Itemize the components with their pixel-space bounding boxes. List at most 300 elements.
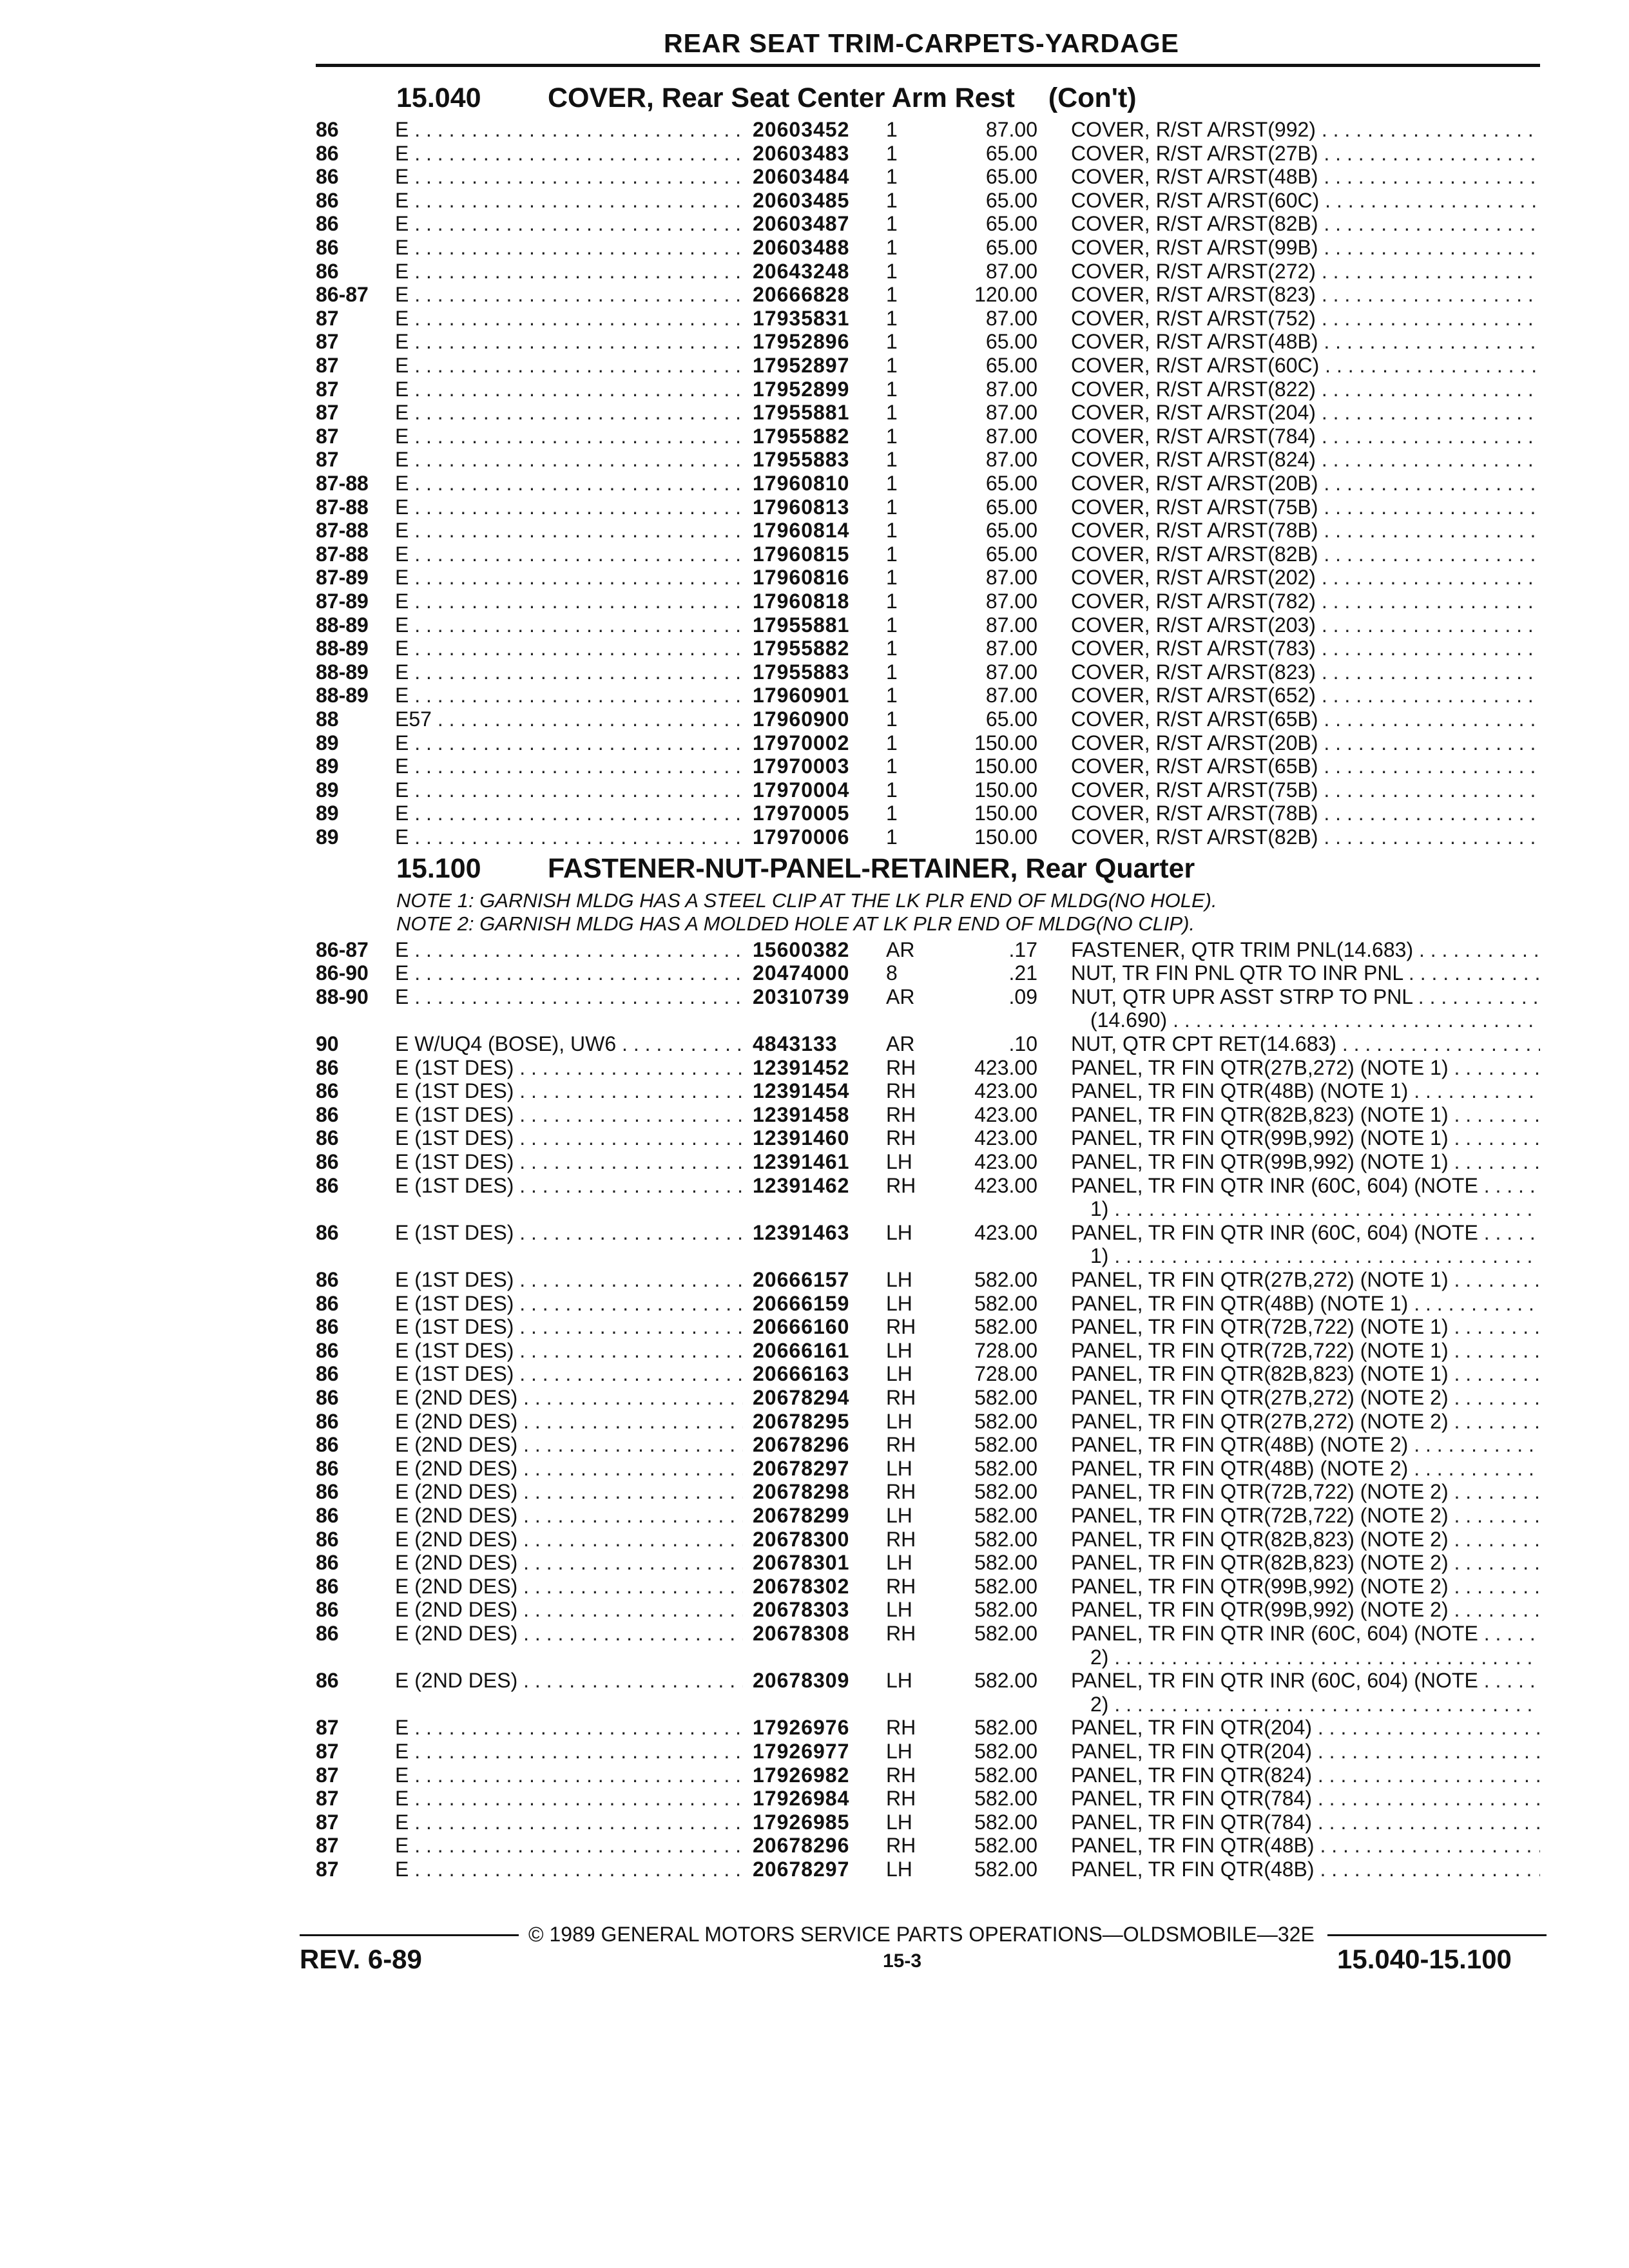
row-price: 423.00: [974, 1173, 1037, 1197]
table-row: [0, 613, 1629, 637]
row-description: COVER, R/ST A/RST(20B) . . .: [1071, 731, 1540, 755]
row-description: COVER, R/ST A/RST(824) . . .: [1071, 448, 1540, 472]
row-part-number: 17926977: [753, 1740, 850, 1763]
table-row: [0, 1811, 1629, 1834]
row-code: E . . .: [395, 283, 743, 307]
row-code: E (1ST DES) . . .: [395, 1174, 743, 1198]
table-row-continuation: [0, 1646, 1629, 1669]
row-part-number: 17960818: [753, 590, 850, 613]
row-year: 86: [316, 141, 339, 165]
row-year: 86: [316, 1527, 339, 1551]
row-code: E . . .: [395, 938, 743, 962]
row-part-number: 20678297: [753, 1456, 850, 1480]
row-year: 89: [316, 825, 339, 849]
row-price: 120.00: [974, 283, 1037, 307]
row-quantity: LH: [886, 1669, 912, 1693]
row-description: COVER, R/ST A/RST(78B) . . .: [1071, 519, 1540, 543]
row-price: 728.00: [974, 1338, 1037, 1362]
row-part-number: 20678294: [753, 1386, 850, 1409]
row-quantity: LH: [886, 1291, 912, 1315]
row-price: 423.00: [974, 1055, 1037, 1079]
row-price: 65.00: [985, 188, 1037, 212]
row-part-number: 20678308: [753, 1622, 850, 1645]
row-year: 87: [316, 377, 339, 401]
row-quantity: RH: [886, 1126, 916, 1150]
row-part-number: 17970006: [753, 825, 850, 849]
row-code: E . . .: [395, 354, 743, 378]
row-price: 582.00: [974, 1763, 1037, 1787]
section-title-15040: [396, 82, 1137, 114]
row-description: PANEL, TR FIN QTR(824) . . .: [1071, 1763, 1540, 1787]
row-part-number: 20678299: [753, 1504, 850, 1527]
row-part-number: 20603488: [753, 236, 850, 259]
row-description: PANEL, TR FIN QTR(82B,823) (NOTE 2) . . .: [1071, 1551, 1540, 1575]
row-year: 88: [316, 707, 339, 731]
row-code: E (1ST DES) . . .: [395, 1315, 743, 1339]
row-quantity: 1: [886, 542, 898, 566]
row-description: COVER, R/ST A/RST(75B) . . .: [1071, 495, 1540, 519]
table-row: [0, 1339, 1629, 1363]
row-year: 87: [316, 424, 339, 448]
row-code: E (2ND DES) . . .: [395, 1504, 743, 1528]
row-description: COVER, R/ST A/RST(652) . . .: [1071, 684, 1540, 707]
row-part-number: 17960900: [753, 707, 850, 731]
row-description-continued: 2) . . .: [1090, 1646, 1540, 1669]
row-quantity: RH: [886, 1079, 916, 1103]
row-part-number: 17960815: [753, 542, 850, 566]
table-row: [0, 985, 1629, 1009]
row-description: PANEL, TR FIN QTR(82B,823) (NOTE 2) . . .: [1071, 1528, 1540, 1552]
row-year: 87: [316, 1787, 339, 1811]
row-part-number: 17955881: [753, 401, 850, 425]
row-code: E . . .: [395, 401, 743, 425]
row-description: PANEL, TR FIN QTR(48B) . . .: [1071, 1858, 1540, 1881]
row-year: 87: [316, 1810, 339, 1834]
row-year: 86: [316, 1598, 339, 1622]
table-row: [0, 707, 1629, 731]
table-row: [0, 938, 1629, 962]
row-quantity: 1: [886, 707, 898, 731]
row-description: COVER, R/ST A/RST(203) . . .: [1071, 613, 1540, 637]
row-description: PANEL, TR FIN QTR(72B,722) (NOTE 1) . . .: [1071, 1315, 1540, 1339]
row-quantity: 1: [886, 684, 898, 707]
table-row: [0, 448, 1629, 472]
row-code: E (2ND DES) . . .: [395, 1669, 743, 1693]
row-quantity: LH: [886, 1338, 912, 1362]
row-year: 87-88: [316, 542, 369, 566]
table-row: [0, 731, 1629, 755]
row-code: E . . .: [395, 543, 743, 566]
row-price: 728.00: [974, 1362, 1037, 1386]
table-row: [0, 1032, 1629, 1056]
row-description: COVER, R/ST A/RST(82B) . . .: [1071, 212, 1540, 236]
row-quantity: RH: [886, 1315, 916, 1339]
footer-revision: REV. 6-89: [300, 1944, 422, 1974]
table-row: [0, 189, 1629, 213]
row-year: 86: [316, 212, 339, 236]
table-row: [0, 212, 1629, 236]
row-description: COVER, R/ST A/RST(65B) . . .: [1071, 707, 1540, 731]
row-code: E (2ND DES) . . .: [395, 1457, 743, 1481]
row-year: 88-89: [316, 684, 369, 707]
row-code: E (2ND DES) . . .: [395, 1386, 743, 1410]
row-part-number: 12391463: [753, 1220, 850, 1244]
row-quantity: RH: [886, 1102, 916, 1126]
row-year: 89: [316, 731, 339, 754]
row-description: PANEL, TR FIN QTR INR (60C, 604) (NOTE . . .: [1071, 1669, 1540, 1693]
row-quantity: 1: [886, 141, 898, 165]
row-code: E . . .: [395, 1811, 743, 1834]
row-price: 150.00: [974, 825, 1037, 849]
row-code: E (2ND DES) . . .: [395, 1551, 743, 1575]
row-description: COVER, R/ST A/RST(99B) . . .: [1071, 236, 1540, 260]
row-description: PANEL, TR FIN QTR(99B,992) (NOTE 1) . . .: [1071, 1126, 1540, 1150]
row-part-number: 17960901: [753, 684, 850, 707]
row-part-number: 20603483: [753, 141, 850, 165]
row-price: 65.00: [985, 542, 1037, 566]
row-part-number: 20666160: [753, 1315, 850, 1339]
table-row: [0, 425, 1629, 448]
row-quantity: 1: [886, 377, 898, 401]
row-price: 582.00: [974, 1551, 1037, 1575]
table-row: [0, 1433, 1629, 1457]
row-year: 86: [316, 1338, 339, 1362]
row-part-number: 17952896: [753, 330, 850, 354]
row-part-number: 17926985: [753, 1810, 850, 1834]
table-row: [0, 1079, 1629, 1103]
row-code: E (1ST DES) . . .: [395, 1056, 743, 1080]
table-row: [0, 283, 1629, 307]
footer-rule-left: [300, 1934, 519, 1936]
row-code: E . . .: [395, 825, 743, 849]
row-year: 86: [316, 1291, 339, 1315]
section-number: 15.100: [396, 852, 481, 884]
table-row: [0, 401, 1629, 425]
row-description-continued: 2) . . .: [1090, 1693, 1540, 1716]
row-part-number: 20474000: [753, 961, 850, 985]
row-description: COVER, R/ST A/RST(48B) . . .: [1071, 165, 1540, 189]
table-row: [0, 1362, 1629, 1386]
row-part-number: 20666828: [753, 283, 850, 307]
row-price: 150.00: [974, 778, 1037, 802]
table-row-continuation: [0, 1197, 1629, 1221]
table-row: [0, 1480, 1629, 1504]
row-quantity: 1: [886, 330, 898, 354]
row-quantity: 1: [886, 495, 898, 519]
row-quantity: RH: [886, 1716, 916, 1740]
row-description: FASTENER, QTR TRIM PNL(14.683) . . .: [1071, 938, 1540, 962]
row-part-number: 20678296: [753, 1834, 850, 1858]
row-year: 86-87: [316, 283, 369, 307]
row-description: PANEL, TR FIN QTR(48B) (NOTE 1) . . .: [1071, 1292, 1540, 1316]
row-price: 582.00: [974, 1527, 1037, 1551]
row-quantity: RH: [886, 1173, 916, 1197]
row-code: E (1ST DES) . . .: [395, 1126, 743, 1150]
row-part-number: 17960816: [753, 566, 850, 590]
row-part-number: 17926984: [753, 1787, 850, 1811]
row-part-number: 20603452: [753, 118, 850, 141]
row-year: 86: [316, 1173, 339, 1197]
row-price: 582.00: [974, 1716, 1037, 1740]
row-price: 150.00: [974, 731, 1037, 754]
table-row: [0, 378, 1629, 401]
row-part-number: 20678300: [753, 1527, 850, 1551]
row-price: 87.00: [985, 259, 1037, 283]
row-description: COVER, R/ST A/RST(784) . . .: [1071, 425, 1540, 448]
row-part-number: 17935831: [753, 306, 850, 330]
row-year: 86: [316, 1504, 339, 1527]
row-quantity: LH: [886, 1551, 912, 1575]
row-code: E . . .: [395, 1763, 743, 1787]
table-row: [0, 330, 1629, 354]
row-description: COVER, R/ST A/RST(82B) . . .: [1071, 825, 1540, 849]
table-row: [0, 118, 1629, 142]
row-code: E . . .: [395, 118, 743, 142]
row-year: 86: [316, 188, 339, 212]
row-description: PANEL, TR FIN QTR(82B,823) (NOTE 1) . . .: [1071, 1362, 1540, 1386]
row-price: 150.00: [974, 754, 1037, 778]
row-price: 582.00: [974, 1291, 1037, 1315]
table-row: [0, 1575, 1629, 1599]
row-price: 150.00: [974, 802, 1037, 825]
row-year: 86: [316, 1220, 339, 1244]
row-year: 86: [316, 1551, 339, 1575]
row-code: E . . .: [395, 637, 743, 660]
row-year: 87-88: [316, 495, 369, 519]
row-price: 87.00: [985, 377, 1037, 401]
row-price: .21: [1008, 961, 1037, 985]
row-quantity: 1: [886, 566, 898, 590]
row-price: 87.00: [985, 660, 1037, 684]
row-quantity: RH: [886, 1055, 916, 1079]
row-price: 65.00: [985, 236, 1037, 259]
table-row: [0, 1126, 1629, 1150]
note-2: NOTE 2: GARNISH MLDG HAS A MOLDED HOLE AT LK PLR END OF MLDG(NO CLIP).: [396, 912, 1195, 935]
footer-section-range: 15.040-15.100: [1337, 1944, 1512, 1974]
row-quantity: 1: [886, 424, 898, 448]
row-quantity: 1: [886, 236, 898, 259]
row-description: NUT, TR FIN PNL QTR TO INR PNL . . .: [1071, 961, 1540, 985]
row-code: E (1ST DES) . . .: [395, 1339, 743, 1363]
row-description: PANEL, TR FIN QTR(784) . . .: [1071, 1787, 1540, 1811]
row-part-number: 20678301: [753, 1551, 850, 1575]
row-code: E (2ND DES) . . .: [395, 1410, 743, 1434]
page-header: REAR SEAT TRIM-CARPETS-YARDAGE: [664, 28, 1179, 58]
row-quantity: 1: [886, 259, 898, 283]
row-year: 86: [316, 1079, 339, 1103]
row-year: 87-88: [316, 519, 369, 543]
row-quantity: LH: [886, 1362, 912, 1386]
row-part-number: 15600382: [753, 937, 850, 961]
row-description: COVER, R/ST A/RST(20B) . . .: [1071, 472, 1540, 495]
section-continued: (Con't): [1048, 82, 1137, 113]
table-row: [0, 1221, 1629, 1245]
row-description: COVER, R/ST A/RST(823) . . .: [1071, 660, 1540, 684]
row-price: 423.00: [974, 1079, 1037, 1103]
row-part-number: 17960814: [753, 519, 850, 543]
row-year: 90: [316, 1032, 339, 1055]
row-price: 582.00: [974, 1504, 1037, 1527]
row-quantity: LH: [886, 1220, 912, 1244]
row-code: E . . .: [395, 754, 743, 778]
row-part-number: 17970005: [753, 802, 850, 825]
table-row: [0, 1150, 1629, 1174]
table-row: [0, 1103, 1629, 1127]
row-part-number: 17955881: [753, 613, 850, 637]
table-row: [0, 142, 1629, 166]
row-description: COVER, R/ST A/RST(60C) . . .: [1071, 354, 1540, 378]
row-quantity: 1: [886, 660, 898, 684]
row-year: 86: [316, 1669, 339, 1693]
row-year: 86-90: [316, 961, 369, 985]
row-quantity: RH: [886, 1386, 916, 1409]
table-row: [0, 1386, 1629, 1410]
table-row: [0, 825, 1629, 849]
table-row: [0, 1551, 1629, 1575]
row-price: 582.00: [974, 1858, 1037, 1881]
row-code: E . . .: [395, 566, 743, 590]
table-row: [0, 1504, 1629, 1528]
section-title-15100: [396, 853, 1195, 885]
table-row: [0, 1268, 1629, 1292]
row-year: 86: [316, 118, 339, 141]
row-quantity: 1: [886, 825, 898, 849]
row-price: 582.00: [974, 1834, 1037, 1858]
row-part-number: 17970004: [753, 778, 850, 802]
table-row-continuation: [0, 1693, 1629, 1716]
row-price: 582.00: [974, 1315, 1037, 1339]
row-quantity: 1: [886, 590, 898, 613]
row-price: 65.00: [985, 354, 1037, 377]
row-price: 582.00: [974, 1386, 1037, 1409]
row-price: 582.00: [974, 1810, 1037, 1834]
row-code: E . . .: [395, 307, 743, 331]
row-year: 87-88: [316, 472, 369, 495]
row-quantity: 1: [886, 778, 898, 802]
row-code: E (2ND DES) . . .: [395, 1622, 743, 1646]
row-code: E . . .: [395, 142, 743, 166]
row-quantity: LH: [886, 1598, 912, 1622]
row-description: PANEL, TR FIN QTR(82B,823) (NOTE 1) . . .: [1071, 1103, 1540, 1127]
row-part-number: 20666159: [753, 1291, 850, 1315]
row-year: 87: [316, 1763, 339, 1787]
row-quantity: LH: [886, 1858, 912, 1881]
row-year: 87-89: [316, 566, 369, 590]
row-code: E (2ND DES) . . .: [395, 1598, 743, 1622]
row-price: 582.00: [974, 1574, 1037, 1598]
row-price: 582.00: [974, 1456, 1037, 1480]
row-part-number: 20678296: [753, 1433, 850, 1457]
table-row: [0, 1174, 1629, 1198]
section-title-text: FASTENER-NUT-PANEL-RETAINER, Rear Quarter: [548, 852, 1195, 884]
row-year: 86: [316, 1574, 339, 1598]
row-code: E (2ND DES) . . .: [395, 1528, 743, 1552]
row-code: E57 . . .: [395, 707, 743, 731]
row-price: 87.00: [985, 306, 1037, 330]
row-description: PANEL, TR FIN QTR(204) . . .: [1071, 1740, 1540, 1763]
table-row: [0, 1716, 1629, 1740]
row-quantity: 1: [886, 613, 898, 637]
row-description: COVER, R/ST A/RST(27B) . . .: [1071, 142, 1540, 166]
row-description: PANEL, TR FIN QTR(204) . . .: [1071, 1716, 1540, 1740]
row-description: PANEL, TR FIN QTR(27B,272) (NOTE 2) . . .: [1071, 1386, 1540, 1410]
row-description: PANEL, TR FIN QTR(784) . . .: [1071, 1811, 1540, 1834]
table-row: [0, 1763, 1629, 1787]
table-row: [0, 754, 1629, 778]
row-part-number: 12391452: [753, 1055, 850, 1079]
table-row: [0, 1315, 1629, 1339]
table-row: [0, 260, 1629, 284]
row-year: 89: [316, 754, 339, 778]
table-row: [0, 1834, 1629, 1858]
row-code: E . . .: [395, 378, 743, 401]
row-year: 89: [316, 778, 339, 802]
row-price: 582.00: [974, 1480, 1037, 1504]
row-description: COVER, R/ST A/RST(75B) . . .: [1071, 778, 1540, 802]
row-year: 86: [316, 1409, 339, 1433]
row-price: 65.00: [985, 212, 1037, 236]
row-part-number: 17952897: [753, 354, 850, 377]
row-description: PANEL, TR FIN QTR(99B,992) (NOTE 2) . . .: [1071, 1575, 1540, 1599]
table-row: [0, 165, 1629, 189]
row-year: 88-90: [316, 985, 369, 1008]
row-price: 65.00: [985, 707, 1037, 731]
row-part-number: 20678297: [753, 1858, 850, 1881]
row-part-number: 20603484: [753, 165, 850, 189]
row-code: E (1ST DES) . . .: [395, 1079, 743, 1103]
row-description: PANEL, TR FIN QTR(72B,722) (NOTE 2) . . .: [1071, 1504, 1540, 1528]
row-code: E . . .: [395, 519, 743, 543]
row-year: 86: [316, 1456, 339, 1480]
section-title-text: COVER, Rear Seat Center Arm Rest: [548, 82, 1015, 113]
row-price: 582.00: [974, 1433, 1037, 1457]
row-year: 86: [316, 1150, 339, 1173]
row-part-number: 17955882: [753, 637, 850, 660]
row-part-number: 17970002: [753, 731, 850, 754]
row-price: 87.00: [985, 566, 1037, 590]
row-price: 87.00: [985, 613, 1037, 637]
row-code: E (2ND DES) . . .: [395, 1480, 743, 1504]
row-description: NUT, QTR CPT RET(14.683) . . .: [1071, 1032, 1540, 1056]
table-row: [0, 472, 1629, 495]
row-quantity: LH: [886, 1740, 912, 1763]
table-row: [0, 684, 1629, 707]
row-description: COVER, R/ST A/RST(992) . . .: [1071, 118, 1540, 142]
row-quantity: RH: [886, 1574, 916, 1598]
row-code: E . . .: [395, 660, 743, 684]
row-year: 86: [316, 1622, 339, 1645]
row-part-number: 20643248: [753, 259, 850, 283]
row-price: 65.00: [985, 141, 1037, 165]
row-price: 87.00: [985, 590, 1037, 613]
row-quantity: LH: [886, 1504, 912, 1527]
row-year: 86: [316, 1126, 339, 1150]
row-description: COVER, R/ST A/RST(202) . . .: [1071, 566, 1540, 590]
row-price: .09: [1008, 985, 1037, 1008]
row-part-number: 20666161: [753, 1338, 850, 1362]
row-description: COVER, R/ST A/RST(752) . . .: [1071, 307, 1540, 331]
row-quantity: RH: [886, 1480, 916, 1504]
row-description: COVER, R/ST A/RST(78B) . . .: [1071, 802, 1540, 825]
row-quantity: 1: [886, 212, 898, 236]
row-quantity: 1: [886, 448, 898, 472]
row-quantity: RH: [886, 1834, 916, 1858]
row-code: E . . .: [395, 778, 743, 802]
table-row: [0, 566, 1629, 590]
row-year: 87: [316, 354, 339, 377]
row-code: E (1ST DES) . . .: [395, 1221, 743, 1245]
table-row: [0, 519, 1629, 543]
